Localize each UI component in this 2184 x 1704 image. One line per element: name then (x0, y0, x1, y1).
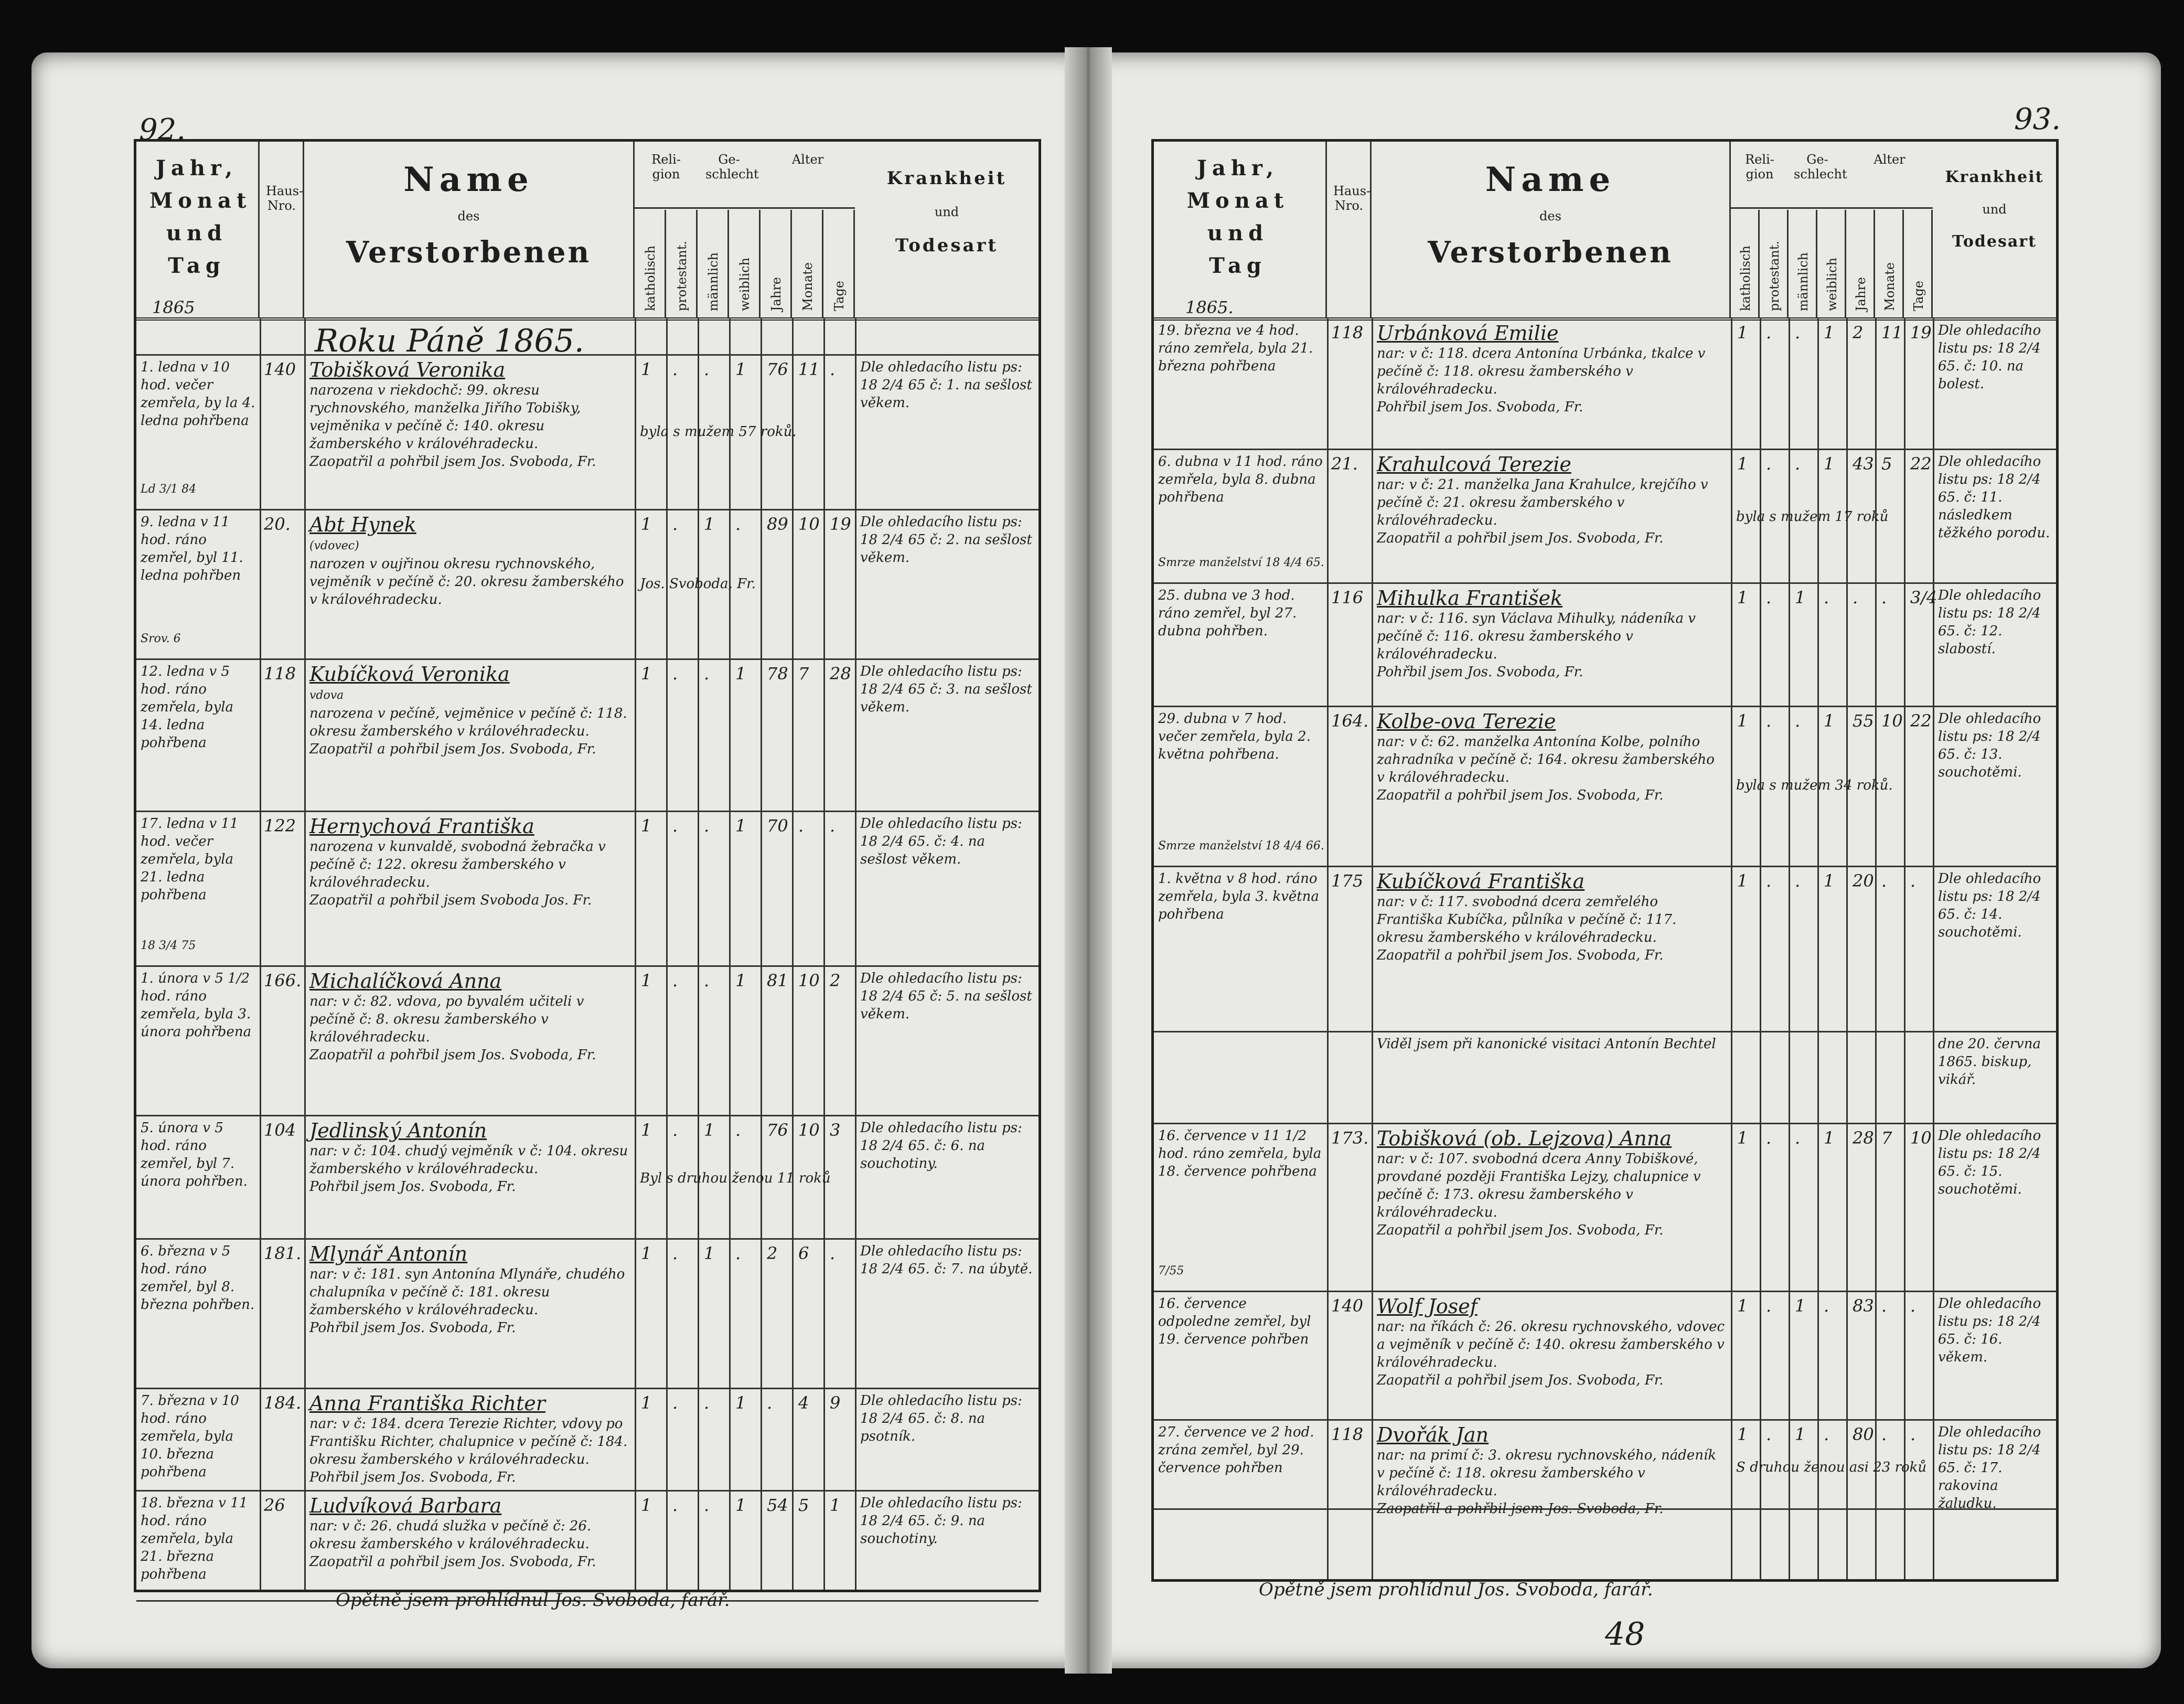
entry-name-cell (1377, 710, 1726, 864)
left-page-number: 92. (139, 113, 186, 147)
entry-m: . (704, 971, 710, 991)
entry-days: . (830, 1243, 836, 1263)
entry-m: 1 (1795, 588, 1806, 608)
entry-years: 70 (767, 816, 788, 836)
register-entry (136, 509, 1039, 660)
entry-years: 89 (767, 514, 788, 534)
entry-cause-of-death: Dle ohledacího listu ps: 18 2/4 65. č: 15. souchotěmi. (1938, 1128, 2041, 1197)
entry-m: 1 (704, 1120, 715, 1140)
header-age: Alter (791, 152, 824, 167)
entry-house-number: 118 (1331, 1424, 1364, 1444)
deceased-name-note: vdova (309, 689, 344, 702)
entry-name-cell (309, 1494, 629, 1598)
deceased-name: Ludvíková Barbara (309, 1494, 502, 1517)
header-name-col: Name des Verstorbenen (304, 142, 635, 317)
entry-cause-of-death: Dle ohledacího listu ps: 18 2/4 65. č: 4. na sešlost věkem. (860, 816, 1022, 867)
entry-w: 1 (735, 664, 746, 684)
register-entry (1154, 582, 2056, 707)
entry-name-cell (1377, 322, 1726, 446)
entry-months: 6 (798, 1243, 809, 1263)
entry-years: 2 (767, 1243, 778, 1263)
entry-days: 3 (830, 1120, 841, 1140)
entry-days: . (830, 816, 836, 836)
deceased-name: Hernychová Františka (309, 815, 534, 838)
entry-cause-of-death: dne 20. června 1865. biskup, vikář. (1938, 1036, 2041, 1088)
burial-note: Zaopatřil a pohřbil jsem Jos. Svoboda, Fr. (1377, 530, 1664, 546)
entry-house-number: 164. (1331, 711, 1369, 731)
deceased-details: nar: v č: 117. svobodná dcera zemřelého Františka Kubíčka, půlníka v pečíně č: 117. okresu žamberského v královéhradecku. (1377, 894, 1677, 945)
entry-cause-of-death: Dle ohledacího listu ps: 18 2/4 65. č: 6. na souchotiny. (860, 1120, 1022, 1172)
entry-house-number: 118 (264, 664, 296, 684)
entry-cause-of-death: Dle ohledacího listu ps: 18 2/4 65. č: 14. souchotěmi. (1938, 871, 2041, 940)
register-entry (1154, 1419, 2056, 1517)
deceased-name: Dvořák Jan (1377, 1423, 1489, 1446)
entry-m: . (1795, 454, 1801, 474)
entry-name-cell (1377, 870, 1726, 1029)
entry-cause-of-death: Dle ohledacího listu ps: 18 2/4 65 č: 5. na sešlost věkem. (860, 971, 1032, 1022)
entry-marriage-note: Jos. Svoboda, Fr. (640, 576, 756, 592)
register-entry (1154, 706, 2056, 867)
entry-date-note: 18 3/4 75 (141, 939, 196, 952)
entry-months: 10 (1881, 711, 1903, 731)
entry-cath: 1 (641, 664, 652, 684)
entry-prot: . (1766, 1128, 1772, 1148)
entry-prot: . (1766, 588, 1772, 608)
header-religion: Reli-gion (651, 152, 681, 182)
entry-months: 11 (1881, 323, 1903, 343)
entry-days: . (1910, 1424, 1916, 1444)
entry-date: 1. ledna v 10 hod. večer zemřela, by la 4. ledna pohřbena (141, 359, 255, 429)
entry-date: 19. března ve 4 hod. ráno zemřela, byla 21. března pohřbena (1158, 323, 1313, 374)
entry-days: 22 (1910, 454, 1932, 474)
entry-date: 12. ledna v 5 hod. ráno zemřela, byla 14. ledna pohřbena (141, 664, 234, 751)
register-entry (136, 1388, 1039, 1492)
entry-days: 9 (830, 1393, 841, 1413)
entry-house-number: 173. (1331, 1128, 1369, 1148)
entry-w: 1 (1824, 454, 1835, 474)
entry-date: 1. února v 5 1/2 hod. ráno zemřela, byla 3. února pohřbena (141, 971, 252, 1040)
entry-m: . (704, 664, 710, 684)
entry-m: . (1795, 1128, 1801, 1148)
deceased-name: Kolbe-ova Terezie (1377, 710, 1556, 733)
entry-m: 1 (704, 1243, 715, 1263)
entry-w: 1 (735, 1495, 746, 1515)
entry-date: 6. března v 5 hod. ráno zemřel, byl 8. března pohřben. (141, 1243, 255, 1313)
entry-date: 18. března v 11 hod. ráno zemřela, byla 21. března pohřbena (141, 1495, 248, 1582)
entry-cause-of-death: Dle ohledacího listu ps: 18 2/4 65. č: 7. na úbytě. (860, 1243, 1033, 1277)
entry-prot: . (672, 664, 678, 684)
deceased-details: nar: v č: 62. manželka Antonína Kolbe, polního zahradníka v pečíně č: 164. okresu žamberského v královéhradecku. (1377, 734, 1715, 785)
deceased-name: Mlynář Antonín (309, 1242, 468, 1265)
entry-months: . (1881, 871, 1887, 891)
entry-days: 1 (830, 1495, 841, 1515)
entry-house-number: 140 (264, 359, 296, 379)
deceased-name: Mihulka František (1377, 587, 1563, 610)
register-entry (136, 1115, 1039, 1240)
entry-date-note: Srov. 6 (141, 632, 181, 645)
entry-years: . (767, 1393, 773, 1413)
register-entry (1154, 866, 2056, 1032)
deceased-name: Michalíčková Anna (309, 970, 502, 993)
entry-date-note: 7/55 (1158, 1264, 1184, 1277)
entry-house-number: 175 (1331, 871, 1364, 891)
entry-name-cell (309, 358, 629, 507)
entry-house-number: 140 (1331, 1296, 1364, 1316)
entry-prot: . (672, 1243, 678, 1263)
entry-days: 10 (1910, 1128, 1932, 1148)
entry-cath: 1 (641, 1120, 652, 1140)
deceased-details: nar: v č: 104. chudý vejměník v č: 104. okresu žamberského v královéhradecku. (309, 1143, 628, 1177)
entry-w: 1 (735, 1393, 746, 1413)
entry-cath: 1 (641, 1393, 652, 1413)
entry-cath: 1 (1737, 871, 1748, 891)
entry-date: 17. ledna v 11 hod. večer zemřela, byla 21. ledna pohřbena (141, 816, 239, 903)
entry-w: 1 (1824, 323, 1835, 343)
deceased-details: nar: na říkách č: 26. okresu rychnovského, vdovec a vejměník v pečíně č: 140. okresu žamberského v královéhradecku. (1377, 1319, 1725, 1370)
entry-cath: 1 (641, 359, 652, 379)
entry-months: 4 (798, 1393, 809, 1413)
entry-months: 7 (1881, 1128, 1892, 1148)
entry-w: . (735, 1120, 741, 1140)
entry-date: 29. dubna v 7 hod. večer zemřela, byla 2. května pohřbena. (1158, 711, 1311, 762)
entry-months: 10 (798, 1120, 820, 1140)
stamp-number: 48 (1605, 1616, 1645, 1653)
entry-cath: 1 (1737, 711, 1748, 731)
entry-w: 1 (1824, 711, 1835, 731)
entry-cause-of-death: Dle ohledacího listu ps: 18 2/4 65. č: 11. následkem těžkého porodu. (1938, 454, 2050, 541)
entry-prot: . (672, 816, 678, 836)
burial-note: Zaopatřil a pohřbil jsem Jos. Svoboda, Fr. (309, 454, 596, 470)
burial-note: Pohřbil jsem Jos. Svoboda, Fr. (309, 1320, 516, 1336)
entry-date-note: Smrze manželství 18 4/4 66. (1158, 839, 1324, 853)
entry-prot: . (1766, 1424, 1772, 1444)
burial-note: Zaopatřil a pohřbil jsem Jos. Svoboda, Fr. (1377, 787, 1664, 803)
entry-cause-of-death: Dle ohledacího listu ps: 18 2/4 65. č: 8. na psotník. (860, 1393, 1022, 1444)
entry-months: 5 (1881, 454, 1892, 474)
entry-name-cell (309, 1119, 629, 1236)
burial-note: Zaopatřil a pohřbil jsem Jos. Svoboda, Fr. (309, 1047, 596, 1063)
entry-w: . (735, 514, 741, 534)
section-title-row (136, 317, 1039, 359)
entry-years: 76 (767, 359, 788, 379)
burial-note: Zaopatřil a pohřbil jsem Jos. Svoboda, Fr. (309, 1554, 596, 1570)
entry-days: 2 (830, 971, 841, 991)
entry-date: 5. února v 5 hod. ráno zemřel, byl 7. února pohřben. (141, 1120, 248, 1189)
entry-name-cell (1377, 1035, 1726, 1121)
entry-prot: . (672, 359, 678, 379)
entry-date: 7. března v 10 hod. ráno zemřela, byla 10. března pohřbena (141, 1393, 239, 1480)
entry-marriage-note: byla s mužem 57 roků. (640, 424, 797, 440)
entry-years: . (1853, 588, 1858, 608)
entry-name-cell (309, 513, 629, 656)
entry-days: . (830, 359, 836, 379)
entry-prot: . (672, 1495, 678, 1515)
entry-date: 25. dubna ve 3 hod. ráno zemřel, byl 27. dubna pohřben. (1158, 588, 1297, 639)
entry-days: 3/4 (1910, 588, 1937, 608)
entry-cath: 1 (1737, 1424, 1748, 1444)
deceased-details: narozena v pečíně, vejměnice v pečíně č: 118. okresu žamberského v královéhradecku. (309, 706, 627, 739)
burial-note: Zaopatřil a pohřbil jsem Svoboda Jos. Fr. (309, 892, 592, 908)
deceased-details: nar: v č: 21. manželka Jana Krahulce, krejčího v pečíně č: 21. okresu žamberského v královéhradecku. (1377, 477, 1708, 528)
entry-m: . (704, 1393, 710, 1413)
entry-cause-of-death: Dle ohledacího listu ps: 18 2/4 65. č: 12. slabostí. (1938, 588, 2041, 657)
entry-name-cell (1377, 453, 1726, 580)
entry-w: . (1824, 1424, 1829, 1444)
deceased-name: Kubíčková Veronika (309, 663, 510, 686)
entry-date: 27. července ve 2 hod. zrána zemřel, byl 29. července pohřben (1158, 1424, 1314, 1476)
entry-m: . (1795, 711, 1801, 731)
entry-marriage-note: byla s mužem 34 roků. (1736, 778, 1893, 793)
entry-w: 1 (735, 816, 746, 836)
left-register-table (134, 139, 1041, 1592)
entry-years: 83 (1853, 1296, 1874, 1316)
entry-prot: . (1766, 454, 1772, 474)
entry-days: 28 (830, 664, 851, 684)
deceased-details: nar: v č: 82. vdova, po byvalém učiteli v pečíně č: 8. okresu žamberského v královéhradecku. (309, 994, 584, 1045)
burial-note: Pohřbil jsem Jos. Svoboda, Fr. (309, 1469, 516, 1485)
entry-date (1158, 1035, 1323, 1095)
register-entry (136, 1238, 1039, 1389)
entry-prot: . (1766, 711, 1772, 731)
entry-marriage-note: Byl s druhou ženou 11 roků (640, 1170, 831, 1186)
entry-house-number: 166. (264, 971, 302, 991)
register-entry (136, 1490, 1039, 1602)
entry-m: 1 (704, 514, 715, 534)
register-entry (1154, 1031, 2056, 1124)
deceased-name: Anna Františka Richter (309, 1392, 545, 1415)
entry-name-cell (309, 663, 629, 808)
entry-prot: . (1766, 323, 1772, 343)
entry-m: . (704, 1495, 710, 1515)
entry-years: 20 (1853, 871, 1874, 891)
entry-m: . (704, 816, 710, 836)
entry-house-number: 122 (264, 816, 296, 836)
header-house-col: Haus-Nro. (260, 142, 304, 317)
entry-name-cell (309, 1242, 629, 1386)
burial-note: Zaopatřil a pohřbil jsem Jos. Svoboda, Fr. (1377, 1501, 1664, 1517)
deceased-name: Urbánková Emilie (1377, 322, 1559, 345)
burial-note: Zaopatřil a pohřbil jsem Jos. Svoboda, Fr. (1377, 1222, 1664, 1238)
deceased-name: Wolf Josef (1377, 1295, 1478, 1318)
book-gutter (1065, 47, 1112, 1674)
entry-years: 43 (1853, 454, 1874, 474)
entry-cath: 1 (641, 1243, 652, 1263)
entry-m: . (1795, 871, 1801, 891)
entry-w: 1 (1824, 1128, 1835, 1148)
deceased-details: nar: v č: 181. syn Antonína Mlynáře, chudého chalupníka v pečíně č: 181. okresu žamberského v královéhradecku. (309, 1266, 625, 1318)
register-entry (136, 354, 1039, 510)
entry-house-number: 104 (264, 1120, 296, 1140)
entry-cause-of-death: Dle ohledacího listu ps: 18 2/4 65. č: 17. rakovina žaludku. (1938, 1424, 2041, 1511)
deceased-name: Jedlinský Antonín (309, 1119, 487, 1142)
right-register-table (1151, 139, 2059, 1582)
entry-cause-of-death: Dle ohledacího listu ps: 18 2/4 65. č: 16. věkem. (1938, 1296, 2041, 1365)
deceased-details: nar: v č: 26. chudá služka v pečíně č: 26. okresu žamberského v královéhradecku. (309, 1518, 592, 1552)
entry-prot: . (1766, 871, 1772, 891)
burial-note: Pohřbil jsem Jos. Svoboda, Fr. (1377, 664, 1583, 680)
entry-years: 76 (767, 1120, 788, 1140)
entry-cath: 1 (1737, 1296, 1748, 1316)
entry-marriage-note: S druhou ženou asi 23 roků (1736, 1460, 1927, 1475)
entry-m: 1 (1795, 1296, 1806, 1316)
entry-months: 10 (798, 971, 820, 991)
entry-cause-of-death: Dle ohledacího listu ps: 18 2/4 65. č: 10. na bolest. (1938, 323, 2041, 392)
deceased-details: nar: v č: 118. dcera Antonína Urbánka, tkalce v pečíně č: 118. okresu žamberského v královéhradecku. (1377, 346, 1706, 397)
entry-cath: 1 (1737, 588, 1748, 608)
deceased-name: Krahulcová Terezie (1377, 453, 1571, 476)
burial-note: Zaopatřil a pohřbil jsem Jos. Svoboda, Fr. (1377, 1372, 1664, 1388)
register-entry (136, 811, 1039, 967)
entry-name-cell (1377, 1423, 1726, 1517)
burial-note: Pohřbil jsem Jos. Svoboda, Fr. (309, 1179, 516, 1195)
entry-cause-of-death: Dle ohledacího listu ps: 18 2/4 65. č: 13. souchotěmi. (1938, 711, 2041, 780)
entry-days: 19 (830, 514, 851, 534)
entry-cause-of-death: Dle ohledacího listu ps: 18 2/4 65 č: 1. na sešlost věkem. (860, 359, 1032, 411)
entry-months: . (798, 816, 804, 836)
entry-m: 1 (1795, 1424, 1806, 1444)
deceased-details: nar: v č: 184. dcera Terezie Richter, vdovy po Františku Richter, chalupnice v pečíně č: 184. okresu žamberského v královéhradecku. (309, 1416, 628, 1467)
entry-w: 1 (735, 971, 746, 991)
entry-months: 11 (798, 359, 820, 379)
entry-w: . (1824, 588, 1829, 608)
entry-date-note: Smrze manželství 18 4/4 65. (1158, 556, 1324, 569)
deceased-name: Kubíčková Františka (1377, 870, 1585, 893)
register-entry (1154, 1291, 2056, 1421)
entry-cause-of-death: Dle ohledacího listu ps: 18 2/4 65 č: 2. na sešlost věkem. (860, 514, 1032, 566)
entry-cath: 1 (641, 1495, 652, 1515)
header-date-col: Jahr, Monat und Tag 1865 (136, 142, 260, 317)
entry-m: . (704, 359, 710, 379)
entry-years: 80 (1853, 1424, 1874, 1444)
header-cause: Krankheit und Todesart (886, 168, 1007, 256)
entry-date: 16. července odpoledne zemřel, byl 19. července pohřben (1158, 1296, 1311, 1347)
left-table-header: Jahr, Monat und Tag 1865 Haus-Nro. Name des Verstorbenen Reli-gion katholisch protestant. Ge-schlecht männlich weiblich Alter Jahre Monate Tage Krankheit und Todesart (136, 142, 1039, 321)
entry-prot: . (672, 1393, 678, 1413)
entry-prot: . (1766, 1296, 1772, 1316)
deceased-details: nar: na primí č: 3. okresu rychnovského, nádeník v pečíně č: 118. okresu žamberského v královéhradecku. (1377, 1447, 1717, 1499)
entry-prot: . (672, 1120, 678, 1140)
entry-date-note: Ld 3/1 84 (141, 483, 197, 496)
deceased-name: Tobišková Veronika (309, 358, 506, 381)
entry-house-number: 26 (264, 1495, 285, 1515)
deceased-details: narozen v oujřinou okresu rychnovského, vejměník v pečíně č: 20. okresu žamberského v královéhradecku. (309, 556, 624, 608)
burial-note: Zaopatřil a pohřbil jsem Jos. Svoboda, Fr. (1377, 947, 1664, 963)
entry-months: . (1881, 1296, 1887, 1316)
entry-cath: 1 (641, 514, 652, 534)
entry-name-cell (309, 970, 629, 1113)
burial-note: Zaopatřil a pohřbil jsem Jos. Svoboda, Fr. (309, 741, 596, 757)
entry-m: . (1795, 323, 1801, 343)
entry-cath: 1 (1737, 1128, 1748, 1148)
entry-years: 28 (1853, 1128, 1874, 1148)
register-entry (1154, 449, 2056, 584)
entry-prot: . (672, 514, 678, 534)
section-title: Roku Páně 1865. (315, 323, 584, 359)
register-entry (1154, 1123, 2056, 1292)
deceased-details: narozena v riekdochč: 99. okresu rychnovského, manželka Jiřího Tobišky, vejměnika v pečíně č: 140. okresu žamberského v královéhradecku. (309, 382, 581, 452)
entry-cath: 1 (641, 971, 652, 991)
entry-years: 81 (767, 971, 788, 991)
deceased-details: nar: v č: 116. syn Václava Mihulky, nádeníka v pečíně č: 116. okresu žamberského v královéhradecku. (1377, 611, 1696, 662)
entry-days: 22 (1910, 711, 1932, 731)
header-sex: Ge-schlecht (705, 152, 759, 182)
register-entry (136, 965, 1039, 1116)
entry-prot: . (672, 971, 678, 991)
entry-w: 1 (1824, 871, 1835, 891)
register-entry (136, 658, 1039, 812)
deceased-details: Viděl jsem při kanonické visitaci Antonín Bechtel (1377, 1036, 1716, 1052)
entry-name-cell (1377, 1127, 1726, 1288)
entry-months: 5 (798, 1495, 809, 1515)
entry-months: . (1881, 1424, 1887, 1444)
entry-years: 54 (767, 1495, 788, 1515)
deceased-name: Abt Hynek (309, 513, 416, 536)
entry-cause-of-death: Dle ohledacího listu ps: 18 2/4 65. č: 9. na souchotiny. (860, 1495, 1022, 1547)
entry-cath: 1 (641, 816, 652, 836)
right-page-number: 93. (2014, 102, 2061, 136)
right-footer-note: Opětně jsem prohlídnul Jos. Svoboda, farář. (1259, 1579, 1653, 1600)
entry-house-number: 184. (264, 1393, 302, 1413)
entry-name-cell (309, 1392, 629, 1488)
entry-cath: 1 (1737, 323, 1748, 343)
entry-date: 1. května v 8 hod. ráno zemřela, byla 3. května pohřbena (1158, 871, 1319, 922)
entry-w: . (735, 1243, 741, 1263)
burial-note: Pohřbil jsem Jos. Svoboda, Fr. (1377, 399, 1583, 415)
entry-marriage-note: byla s mužem 17 roků (1736, 509, 1889, 525)
deceased-details: nar: v č: 107. svobodná dcera Anny Tobiškové, provdané později Františka Lejzy, chalupnice v pečíně č: 173. okresu žamberského v královéhradecku. (1377, 1151, 1701, 1220)
entry-name-cell (309, 815, 629, 963)
entry-house-number: 118 (1331, 323, 1364, 343)
entry-days: . (1910, 1296, 1916, 1316)
entry-date: 9. ledna v 11 hod. ráno zemřel, byl 11. ledna pohřben (141, 514, 243, 583)
register-entry (1154, 317, 2056, 450)
left-footer-note: Opětně jsem prohlídnul Jos. Svoboda, farář. (336, 1590, 730, 1611)
entry-name-cell (1377, 587, 1726, 704)
entry-house-number: 20. (264, 514, 291, 534)
right-table-header: Jahr, Monat und Tag 1865. Haus-Nro. Name des Verstorbenen Reli-gion katholisch protestant. Ge-schlecht männlich weiblich Alter Jahre Monate Tage Krankheit und Todesart (1154, 142, 2056, 321)
entry-name-cell (1377, 1295, 1726, 1417)
entry-days: . (1910, 871, 1916, 891)
entry-house-number: 181. (264, 1243, 302, 1263)
entry-months: . (1881, 588, 1887, 608)
entry-years: 2 (1853, 323, 1864, 343)
deceased-name-note: (vdovec) (309, 539, 359, 552)
entry-months: 10 (798, 514, 820, 534)
deceased-name: Tobišková (ob. Lejzova) Anna (1377, 1127, 1672, 1150)
entry-cause-of-death: Dle ohledacího listu ps: 18 2/4 65 č: 3. na sešlost věkem. (860, 664, 1032, 715)
entry-cath: 1 (1737, 454, 1748, 474)
entry-years: 55 (1853, 711, 1874, 731)
entry-months: 7 (798, 664, 809, 684)
entry-years: 78 (767, 664, 788, 684)
entry-days: 19 (1910, 323, 1932, 343)
entry-house-number: 21. (1331, 454, 1358, 474)
entry-date: 16. července v 11 1/2 hod. ráno zemřela, byla 18. července pohřbena (1158, 1128, 1322, 1179)
entry-date: 6. dubna v 11 hod. ráno zemřela, byla 8. dubna pohřbena (1158, 454, 1323, 505)
entry-house-number: 116 (1331, 588, 1364, 608)
entry-w: . (1824, 1296, 1829, 1316)
deceased-details: narozena v kunvaldě, svobodná žebračka v pečíně č: 122. okresu žamberského v královéhradecku. (309, 839, 606, 890)
entry-w: 1 (735, 359, 746, 379)
